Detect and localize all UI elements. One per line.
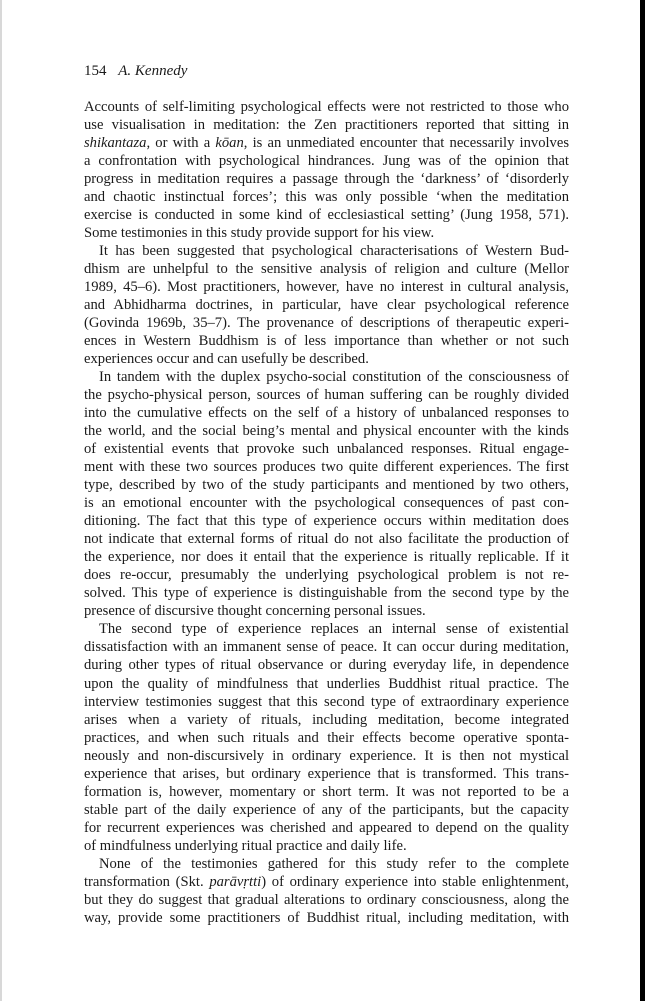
italic-term: kōan	[215, 135, 244, 152]
text-line: exercise is conducted in some kind of ecclesiastical setting’ (Jung 1958, 571).	[84, 207, 569, 224]
text-line: of mindfulness underlying ritual practice and daily life.	[84, 837, 407, 854]
text-line: dhism are unhelpful to the sensitive analysis of religion and culture (Mellor	[84, 261, 569, 278]
running-head-author: A. Kennedy	[118, 63, 188, 79]
text-line: into the cumulative effects on the self of a history of unbalanced responses to	[84, 405, 569, 422]
text-line: ditioning. The fact that this type of experience occurs within meditation does	[84, 513, 569, 530]
text-line	[84, 873, 569, 891]
text-line: dissatisfaction with an immanent sense of peace. It can occur during meditation,	[84, 639, 569, 656]
text-line: ences in Western Buddhism is of less importance than whether or not such	[84, 333, 569, 350]
text-line: Accounts of self-limiting psychological effects were not restricted to those who	[84, 99, 569, 115]
text-line: and chaotic instinctual forces’; this was only possible ‘when the meditation	[84, 189, 569, 206]
text-line: formation is, however, momentary or short term. It was not reported to be a	[84, 783, 569, 800]
text-line: the world, and the social being’s mental and physical encounter with the kinds	[84, 423, 569, 440]
page-left-edge	[0, 0, 2, 1001]
text-line: progress in meditation requires a passage through the ‘darkness’ of ‘disorderly	[84, 171, 569, 188]
text-line: but they do suggest that gradual alterations to ordinary consciousness, along the	[84, 891, 569, 908]
text-line: use visualisation in meditation: the Zen practitioners reported that sitting in	[84, 117, 569, 134]
text-segment: ) of ordinary experience into stable enlightenment,	[261, 873, 569, 890]
italic-term: parāvṛtti	[209, 873, 262, 890]
text-line: does re-occur, presumably the underlying psychological problem is not re-	[84, 567, 569, 584]
text-line: the psycho-physical person, sources of human suffering can be roughly divided	[84, 387, 569, 404]
text-line	[84, 134, 569, 152]
text-line: practices, and when such rituals and their effects become operative sponta-	[84, 729, 569, 746]
page-number: 154	[84, 63, 107, 79]
text-line: interview testimonies suggest that this second type of extraordinary experience	[84, 693, 569, 710]
text-line: type, described by two of the study participants and mentioned by two others,	[84, 477, 569, 494]
text-line: upon the quality of mindfulness that underlies Buddhist ritual practice. The	[84, 675, 569, 692]
text-line: None of the testimonies gathered for this study refer to the complete	[99, 855, 569, 872]
text-line: It has been suggested that psychological characterisations of Western Bud-	[99, 243, 569, 260]
text-line: presence of discursive thought concerning personal issues.	[84, 603, 426, 620]
text-line: the experience, nor does it entail that the experience is ritually replicable. If it	[84, 549, 569, 566]
text-line: is an emotional encounter with the psychological consequences of past con-	[84, 495, 569, 512]
text-line: neously and non-discursively in ordinary experience. It is then not mystical	[84, 747, 569, 764]
text-line: (Govinda 1969b, 35–7). The provenance of descriptions of therapeutic experi-	[84, 315, 569, 332]
text-segment: , is an unmediated encounter that necessarily involves	[243, 135, 569, 152]
text-line: 1989, 45–6). Most practitioners, however, have no interest in cultural analysis,	[84, 279, 569, 296]
text-line: solved. This type of experience is distinguishable from the second type by the	[84, 585, 569, 602]
text-line: arises when a variety of rituals, including meditation, become integrated	[84, 711, 569, 728]
text-line: not indicate that external forms of ritual do not also facilitate the production of	[84, 531, 569, 548]
text-line: of existential events that provoke such unbalanced responses. Ritual engage-	[84, 441, 569, 458]
text-line: experience that arises, but ordinary experience that is transformed. This trans-	[84, 765, 569, 782]
text-line: ment with these two sources produces two quite different experiences. The first	[84, 459, 569, 476]
text-line: for recurrent experiences was cherished and appeared to depend on the quality	[84, 819, 569, 836]
page-right-edge	[640, 0, 645, 1001]
text-line: and Abhidharma doctrines, in particular, have clear psychological reference	[84, 297, 569, 314]
text-line: experiences occur and can usefully be described.	[84, 351, 369, 368]
text-segment: transformation (Skt.	[84, 873, 210, 890]
running-head	[84, 62, 187, 80]
text-line: Some testimonies in this study provide support for his view.	[84, 225, 435, 242]
body-text	[84, 98, 569, 927]
text-line: a confrontation with psychological hindrances. Jung was of the opinion that	[84, 153, 569, 170]
text-line: stable part of the daily experience of any of the participants, but the capacity	[84, 801, 569, 818]
text-segment: , or with a	[146, 135, 216, 152]
text-line: during other types of ritual observance or during everyday life, in dependence	[84, 657, 569, 674]
text-line: In tandem with the duplex psycho-social constitution of the consciousness of	[99, 369, 569, 386]
text-line: way, provide some practitioners of Buddhist ritual, including meditation, with	[84, 909, 569, 926]
text-line: The second type of experience replaces an internal sense of existential	[99, 621, 569, 638]
italic-term: shikantaza	[84, 135, 147, 152]
